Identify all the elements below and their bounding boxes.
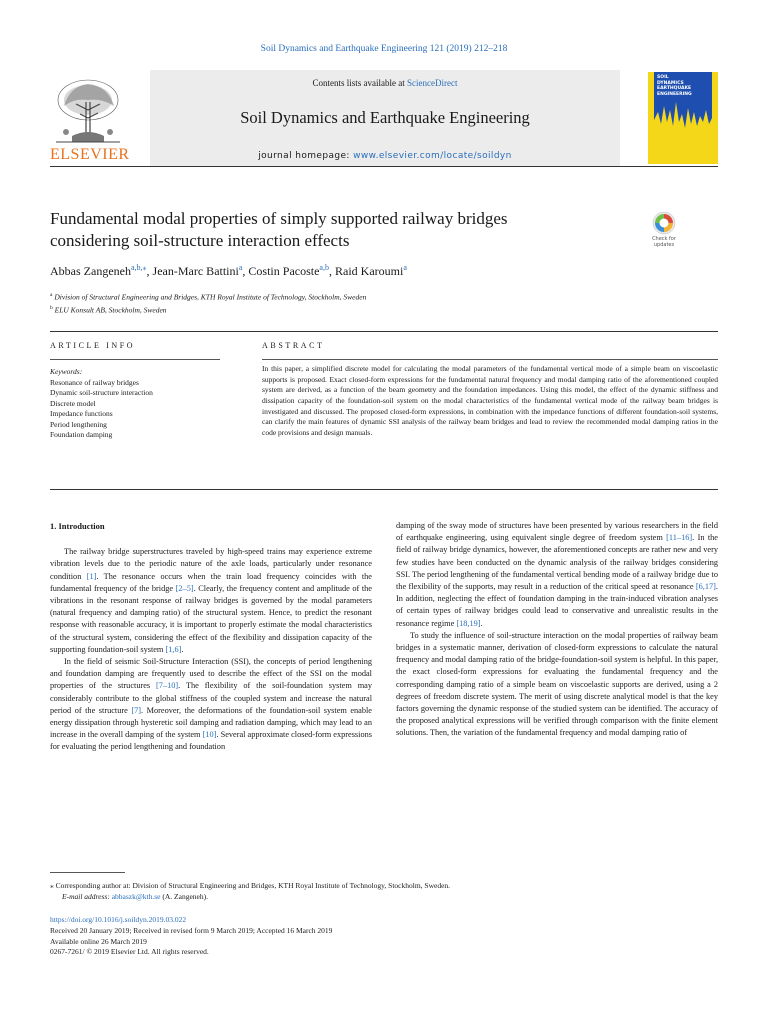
author-marks[interactable]: a bbox=[403, 263, 407, 272]
homepage-line bbox=[150, 151, 620, 161]
paragraph-text: . Several approximate closed-form expressions for evaluating the period lengthening and foundation bbox=[50, 730, 372, 752]
sciencedirect-link[interactable]: ScienceDirect bbox=[407, 78, 458, 88]
paragraph-text: . The resonance occurs when the train load frequency coincides with the fundamental frequency of the bridge bbox=[50, 571, 372, 593]
footnote-mark: ⁎ bbox=[50, 881, 54, 890]
author-name[interactable]: Jean-Marc Battini bbox=[152, 264, 239, 278]
author-name[interactable]: Raid Karoumi bbox=[334, 264, 404, 278]
footnote-text: Corresponding author at: Division of Structural Engineering and Bridges, KTH Royal Institute of Technology, Stockholm, Sweden. bbox=[55, 881, 451, 890]
affiliations bbox=[50, 290, 366, 315]
footnote bbox=[50, 881, 718, 902]
citation-link[interactable]: [7] bbox=[131, 705, 142, 715]
cover-line: DYNAMICS bbox=[657, 80, 684, 86]
keyword: Discrete model bbox=[50, 398, 96, 408]
keyword: Period lengthening bbox=[50, 419, 107, 429]
divider bbox=[50, 359, 220, 360]
author-name[interactable]: Abbas Zangeneh bbox=[50, 264, 131, 278]
footnote-divider bbox=[50, 872, 125, 873]
keywords-block bbox=[50, 367, 153, 441]
affiliation-text: ELU Konsult AB, Stockholm, Sweden bbox=[54, 305, 167, 314]
cover-line: SOIL bbox=[657, 75, 669, 80]
doi-link[interactable]: https://doi.org/10.1016/j.soildyn.2019.03.022 bbox=[50, 915, 187, 924]
journal-title: Soil Dynamics and Earthquake Engineering bbox=[240, 108, 530, 127]
email-line bbox=[50, 892, 718, 903]
author-list bbox=[50, 263, 407, 279]
paragraph-text: . bbox=[181, 644, 184, 654]
paragraph bbox=[396, 520, 718, 630]
citation-link[interactable]: [10] bbox=[202, 730, 217, 740]
paragraph bbox=[50, 656, 372, 754]
email-link[interactable]: abbaszk@kth.se bbox=[111, 891, 161, 901]
paragraph-text: . In the field of railway bridge dynamics, however, the aforementioned concepts are rather new and very few studies have been conducted on the dynamic analysis of the railway bridges considering SSI. The period lengthening of the fundamental vertical bending mode of a railway bridge due to the flexibility of the supports, may result in a reduction of the critical speed at resonance bbox=[396, 533, 718, 592]
citation-link[interactable]: [1,6] bbox=[165, 644, 182, 654]
author-marks[interactable]: a,b bbox=[319, 263, 329, 272]
author-marks[interactable]: a bbox=[238, 263, 243, 272]
affiliation-text: Division of Structural Engineering and Bridges, KTH Royal Institute of Technology, Stockholm, Sweden bbox=[54, 292, 367, 302]
paragraph-text: The railway bridge superstructures traveled by high-speed trains may experience extreme vibration levels due to the periodic nature of the axle loads, particularly under resonance condition bbox=[50, 547, 372, 581]
crossmark-label-line: Check for bbox=[652, 236, 676, 242]
abstract-text: In this paper, a simplified discrete model for calculating the modal parameters of the fundamental vertical mode of a simple beam on viscoelastic supports is proposed. Exact closed-form expressions for the fundamental natural frequency and modal damping ratio of the aforementioned coupled system are derived, as a function of the beam geometry and the foundation impedances. Using this model, the effect of the dynamic stiffness and dissipation capacity of the foundation-soil system on the modal characteristics of the fundamental vertical mode of the railway beam bridges is investigated and discussed. The proposed closed-form expressions, in combination with the impedance functions of different foundation-soil systems, can clarify the main features of dynamic SSI analysis of the railway beam bridges and lead to review the recommended modal damping ratios in the code provisions and design manuals. bbox=[262, 364, 718, 437]
paragraph-text: In the field of seismic Soil-Structure Interaction (SSI), the concepts of period lengthening and foundation damping are frequently used to describe the effect of the SSI on the modal properties of the structures bbox=[50, 657, 372, 691]
keyword: Foundation damping bbox=[50, 430, 113, 439]
author-name[interactable]: Costin Pacoste bbox=[248, 264, 320, 278]
available-online: Available online 26 March 2019 bbox=[50, 936, 147, 946]
check-for-updates-badge[interactable] bbox=[646, 211, 682, 251]
article-title bbox=[50, 208, 610, 252]
homepage-prefix: journal homepage: bbox=[258, 151, 354, 161]
body-column-right bbox=[396, 520, 718, 740]
paragraph-text: . Moreover, the deformations of the foundation-soil system enable energy dissipation through hysteretic soil damping and radiation damping, which may lead to an increase in the overall damping of the system bbox=[50, 705, 372, 740]
citation-link[interactable]: [1] bbox=[86, 571, 97, 581]
journal-masthead bbox=[50, 70, 718, 167]
affiliation bbox=[50, 290, 366, 303]
keyword: Impedance functions bbox=[50, 409, 113, 418]
journal-reference[interactable]: Soil Dynamics and Earthquake Engineering 121 (2019) 212–218 bbox=[260, 44, 508, 54]
paragraph-text: . bbox=[480, 618, 483, 628]
email-suffix: (A. Zangeneh). bbox=[160, 891, 208, 901]
contents-line bbox=[150, 78, 620, 88]
author-separator: , bbox=[242, 264, 249, 278]
paragraph-text: damping of the sway mode of structures have been presented by various researchers in the field of earthquake engineering, using equivalent single degree of freedom system bbox=[396, 521, 718, 543]
divider bbox=[262, 359, 718, 360]
citation-link[interactable]: [6,17] bbox=[695, 582, 716, 592]
affiliation bbox=[50, 303, 366, 316]
citation-link[interactable]: [11–16] bbox=[666, 533, 693, 543]
citation-link[interactable]: [7–10] bbox=[156, 681, 179, 691]
body-column-left bbox=[50, 520, 372, 754]
section-title: 1. Introduction bbox=[50, 521, 105, 531]
paragraph-text: . In addition, neglecting the effect of foundation damping in the train-induced vibration analyses of certain types of railway bridges could lead to conservative and unrealistic results in the resonance regime bbox=[396, 582, 718, 628]
keyword: Dynamic soil-structure interaction bbox=[50, 388, 153, 397]
divider bbox=[50, 489, 718, 490]
author-marks[interactable]: a,b,⁎ bbox=[130, 263, 147, 272]
title-line: considering soil-structure interaction effects bbox=[50, 231, 350, 250]
email-label: E-mail address: bbox=[62, 891, 110, 901]
paragraph-text: . The flexibility of the soil-foundation system may considerably contribute to the global stiffness of the coupled system and increase the natural period of the structure bbox=[50, 681, 372, 715]
contents-prefix: Contents lists available at bbox=[312, 78, 407, 88]
paragraph bbox=[50, 546, 372, 656]
corresponding-author-note bbox=[50, 881, 718, 892]
abstract-heading: ABSTRACT bbox=[262, 341, 325, 350]
cover-line: ENGINEERING bbox=[657, 91, 692, 97]
crossmark-label bbox=[646, 236, 682, 248]
article-info-heading: ARTICLE INFO bbox=[50, 341, 136, 350]
paragraph-text: To study the influence of soil-structure interaction on the modal properties of railway beam bridges in a systematic manner, derivation of closed-form expressions to calculate the natural frequency and modal damping ratio of the bridge-foundation-soil system is helpful. In this paper, the exact closed-form expressions for evaluating the fundamental frequency and the corresponding damping ratio of a simple beam on viscoelastic supports are derived, using a 2 degrees of freedom discrete system. The merit of using discrete analytical model is that the key factors governing the dynamic response of the studied system can be identified. The accuracy of the proposed analytical expressions will be verified through comparison with the finite element solutions. Then, the variation of the fundamental frequency and modal damping ratio of bbox=[396, 630, 719, 738]
crossmark-icon bbox=[646, 211, 682, 237]
copyright: 0267-7261/ © 2019 Elsevier Ltd. All rights reserved. bbox=[50, 947, 209, 957]
received-dates: Received 20 January 2019; Received in revised form 9 March 2019; Accepted 16 March 2019 bbox=[50, 925, 333, 935]
publisher-name: ELSEVIER bbox=[50, 146, 130, 163]
journal-cover-thumbnail[interactable] bbox=[648, 72, 718, 164]
cover-title bbox=[657, 75, 692, 97]
citation-link[interactable]: [2–5] bbox=[175, 583, 194, 593]
homepage-link[interactable]: www.elsevier.com/locate/soildyn bbox=[353, 151, 512, 161]
divider bbox=[50, 331, 718, 332]
citation-link[interactable]: [18,19] bbox=[456, 618, 481, 628]
author-separator: , bbox=[328, 264, 335, 278]
paragraph bbox=[396, 630, 718, 740]
affiliation-mark: a bbox=[50, 292, 53, 298]
publication-info bbox=[50, 915, 332, 958]
crossmark-label-line: updates bbox=[653, 242, 675, 248]
cover-line: EARTHQUAKE bbox=[657, 86, 692, 91]
keyword: Resonance of railway bridges bbox=[50, 377, 139, 387]
paragraph-text: . Clearly, the frequency content and amplitude of the vibrations in the resonant response of railway bridges is governed by the modal parameters (natural frequency and damping ratio) of the structural system. Hence, to predict the resonant response with reasonable accuracy, it is important to properly estimate the modal characteristics of the structural system, considering the effect of the flexibility and dissipation capacity of the supporting foundation-soil system bbox=[50, 583, 372, 654]
keywords-label: Keywords: bbox=[50, 367, 83, 376]
title-line: Fundamental modal properties of simply supported railway bridges bbox=[50, 209, 508, 228]
masthead-banner bbox=[150, 70, 620, 166]
author-separator: , bbox=[146, 264, 153, 278]
affiliation-mark: b bbox=[50, 304, 53, 311]
